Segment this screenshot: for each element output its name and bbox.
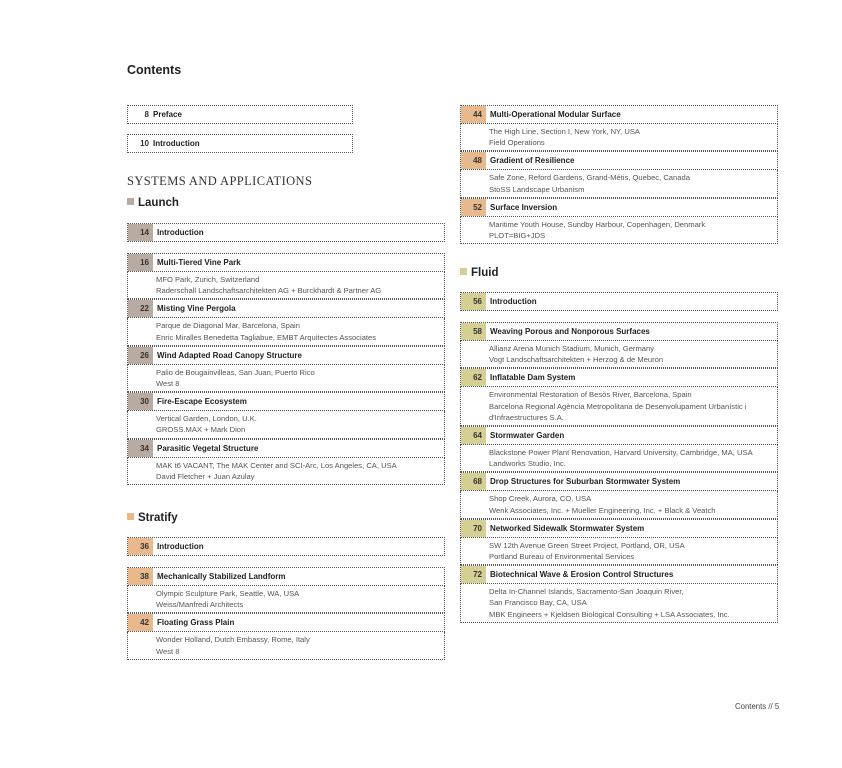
entry-header <box>127 439 445 458</box>
entry-title: Fire-Escape Ecosystem <box>157 397 247 407</box>
entry-header <box>460 292 778 311</box>
page-number: 22 <box>128 300 153 317</box>
entry-details <box>127 272 445 299</box>
entry-title: Multi-Operational Modular Surface <box>490 110 621 119</box>
entry-header <box>460 198 778 217</box>
entry-detail-line: Allianz Arena Munich Stadium, Munich, Germany <box>489 344 655 353</box>
entry-detail-line: MFO Park, Zurich, Switzerland <box>156 275 260 284</box>
toc-entry[interactable] <box>460 426 778 472</box>
entry-details <box>460 341 778 368</box>
entry-detail-line: Delta In-Channel Islands, Sacramento-San Joaquin River, <box>489 587 684 597</box>
toc-entry[interactable] <box>460 105 778 151</box>
entry-detail-line: Portland Bureau of Environmental Services <box>489 552 635 561</box>
entry-detail-line: MAK t6 VACANT, The MAK Center and SCI-Arc, Los Angeles, CA, USA <box>156 460 397 470</box>
entry-details <box>460 491 778 518</box>
entry-title: Preface <box>153 110 182 119</box>
entry-header <box>127 537 445 556</box>
entry-header <box>460 105 778 124</box>
toc-entry[interactable] <box>460 151 778 197</box>
entry-detail-line: d'Infraestructures S.A. <box>489 412 564 422</box>
entry-header <box>127 392 445 411</box>
entry-detail-line: David Fletcher + Juan Azulay <box>156 471 255 481</box>
toc-entry[interactable] <box>127 392 445 438</box>
entry-header <box>127 346 445 365</box>
entry-detail-line: Blackstone Power Plant Renovation, Harvard University, Cambridge, MA, USA <box>489 448 753 457</box>
entry-detail-line: Barcelona Regional Agència Metropolitana de Desenvolupament Urbanístic i <box>489 401 747 411</box>
toc-entry[interactable] <box>127 537 445 556</box>
entry-details <box>127 411 445 438</box>
entry-title: Drop Structures for Suburban Stormwater System <box>490 477 681 487</box>
entry-details <box>460 170 778 197</box>
entry-detail-line: Vertical Garden, London, U.K. <box>156 414 257 424</box>
entry-details <box>127 632 445 659</box>
entry-header <box>460 519 778 538</box>
entry-details <box>127 458 445 485</box>
page-number: 72 <box>461 566 486 583</box>
toc-entry[interactable] <box>127 253 445 299</box>
entry-detail-line: West 8 <box>156 379 180 388</box>
toc-entry-introduction-front[interactable] <box>127 134 353 153</box>
entry-detail-line: Enric Miralles Benedetta Tagliabue, EMBT Arquitectes Associates <box>156 332 377 342</box>
entry-title: Introduction <box>153 139 200 148</box>
entry-header <box>127 299 445 318</box>
entry-title: Stormwater Garden <box>490 431 565 440</box>
page-number: 34 <box>128 440 153 457</box>
toc-entry[interactable] <box>127 613 445 659</box>
page-number: 30 <box>128 393 153 410</box>
entry-detail-line: Weiss/Manfredi Architects <box>156 600 244 610</box>
entry-detail-line: Wonder Holland, Dutch Embassy, Rome, Italy <box>156 635 310 645</box>
section-label: Stratify <box>138 512 178 524</box>
entry-title: Wind Adapted Road Canopy Structure <box>157 350 302 360</box>
page-number: 48 <box>461 152 486 169</box>
page-number: 42 <box>128 614 153 631</box>
entry-detail-line: SW 12th Avenue Green Street Project, Portland, OR, USA <box>489 540 685 550</box>
entry-detail-line: Palio de Bougainvilleas, San Juan, Puerto Rico <box>156 367 315 377</box>
square-bullet-icon <box>127 198 134 205</box>
entry-detail-line: The High Line, Section I, New York, NY, USA <box>489 127 640 136</box>
entry-detail-line: Field Operations <box>489 138 545 148</box>
entry-header <box>127 223 445 242</box>
entry-title: Inflatable Dam System <box>490 373 576 383</box>
entry-detail-line: Environmental Restoration of Besòs River, Barcelona, Spain <box>489 390 692 400</box>
toc-entry[interactable] <box>127 567 445 613</box>
entry-title: Introduction <box>490 297 537 306</box>
entry-header <box>460 322 778 341</box>
entry-details <box>460 124 778 151</box>
entry-details <box>127 318 445 345</box>
entry-header <box>460 368 778 387</box>
toc-entry[interactable] <box>460 198 778 244</box>
page-title: Contents <box>127 63 182 77</box>
entry-detail-line: Safe Zone, Reford Gardens, Grand-Métis, Quebec, Canada <box>489 173 690 183</box>
toc-entry[interactable] <box>127 346 445 392</box>
page-number: 38 <box>128 568 153 585</box>
entry-title: Surface Inversion <box>490 202 558 212</box>
entry-details <box>460 584 778 623</box>
entry-details <box>460 217 778 244</box>
toc-entry[interactable] <box>127 439 445 485</box>
page-number: 52 <box>461 199 486 216</box>
page-number: 44 <box>461 106 486 123</box>
page-number: 16 <box>128 254 153 271</box>
page-number: 62 <box>461 369 486 386</box>
entry-details <box>460 538 778 565</box>
entry-title: Gradient of Resilience <box>490 156 575 166</box>
entry-detail-line: West 8 <box>156 646 180 656</box>
section-heading-launch <box>127 197 179 209</box>
section-heading-stratify <box>127 512 178 524</box>
page-number: 56 <box>461 293 486 310</box>
entry-title: Networked Sidewalk Stormwater System <box>490 523 645 533</box>
entry-title: Multi-Tiered Vine Park <box>157 258 241 267</box>
page-number: 68 <box>461 473 486 490</box>
entry-details <box>460 445 778 472</box>
section-label: Fluid <box>471 267 499 279</box>
entry-detail-line: Landworks Studio, Inc. <box>489 459 566 469</box>
toc-entry[interactable] <box>460 368 778 426</box>
page-footer: Contents // 5 <box>735 702 780 711</box>
toc-entry[interactable] <box>460 472 778 518</box>
toc-entry-preface[interactable] <box>127 105 353 124</box>
entry-details <box>127 586 445 613</box>
toc-entry[interactable] <box>460 322 778 368</box>
page-number: 58 <box>461 323 486 340</box>
entry-detail-line: PLOT=BIG+JDS <box>489 231 546 240</box>
entry-header <box>127 613 445 632</box>
entry-header <box>127 567 445 586</box>
entry-title: Mechanically Stabilized Landform <box>157 572 286 581</box>
toc-entry[interactable] <box>460 292 778 311</box>
entry-title: Introduction <box>157 542 204 551</box>
entry-title: Introduction <box>157 228 204 237</box>
entry-header <box>460 472 778 491</box>
entry-detail-line: MBK Engineers + Kjeldsen Biological Consulting + LSA Associates, Inc. <box>489 609 730 619</box>
page-number: 8 <box>144 110 149 119</box>
toc-entry[interactable] <box>127 299 445 345</box>
section-label: Launch <box>138 197 179 209</box>
entry-detail-line: Raderschall Landschaftsarchitekten AG + Burckhardt & Partner AG <box>156 286 382 296</box>
page-number: 64 <box>461 427 486 444</box>
toc-entry[interactable] <box>460 519 778 565</box>
entry-detail-line: San Francisco Bay, CA, USA <box>489 598 587 608</box>
entry-detail-line: Shop Creek, Aurora, CO, USA <box>489 494 592 504</box>
page-number: 36 <box>128 538 153 555</box>
entry-header <box>460 426 778 445</box>
page-number: 14 <box>128 224 153 241</box>
entry-header <box>460 151 778 170</box>
toc-entry[interactable] <box>460 565 778 623</box>
entry-header <box>127 253 445 272</box>
entry-detail-line: Wenk Associates, Inc. + Mueller Engineering, Inc. + Black & Veatch <box>489 505 716 515</box>
page-number: 26 <box>128 347 153 364</box>
entry-detail-line: GROSS.MAX + Mark Dion <box>156 425 246 435</box>
page-number: 10 <box>140 139 149 148</box>
entry-title: Floating Grass Plain <box>157 618 235 628</box>
entry-title: Biotechnical Wave & Erosion Control Structures <box>490 570 674 580</box>
entry-detail-line: Maritime Youth House, Sundby Harbour, Copenhagen, Denmark <box>489 219 706 229</box>
entry-detail-line: StoSS Landscape Urbanism <box>489 184 585 194</box>
section-heading-fluid <box>460 267 498 279</box>
entry-detail-line: Parque de Diagonal Mar, Barcelona, Spain <box>156 321 300 331</box>
entry-title: Misting Vine Pergola <box>157 304 236 314</box>
page-number: 70 <box>461 520 486 537</box>
entry-header <box>460 565 778 584</box>
entry-detail-line: Olympic Sculpture Park, Seattle, WA, USA <box>156 589 300 598</box>
square-bullet-icon <box>460 268 467 275</box>
entry-details <box>127 365 445 392</box>
entry-detail-line: Vogt Landschaftsarchitekten + Herzog & de Meuron <box>489 355 664 365</box>
entry-title: Parasitic Vegetal Structure <box>157 443 259 453</box>
square-bullet-icon <box>127 513 134 520</box>
entry-title: Weaving Porous and Nonporous Surfaces <box>490 327 650 336</box>
entry-details <box>460 387 778 426</box>
systems-heading: SYSTEMS AND APPLICATIONS <box>127 174 313 188</box>
toc-entry[interactable] <box>127 223 445 242</box>
